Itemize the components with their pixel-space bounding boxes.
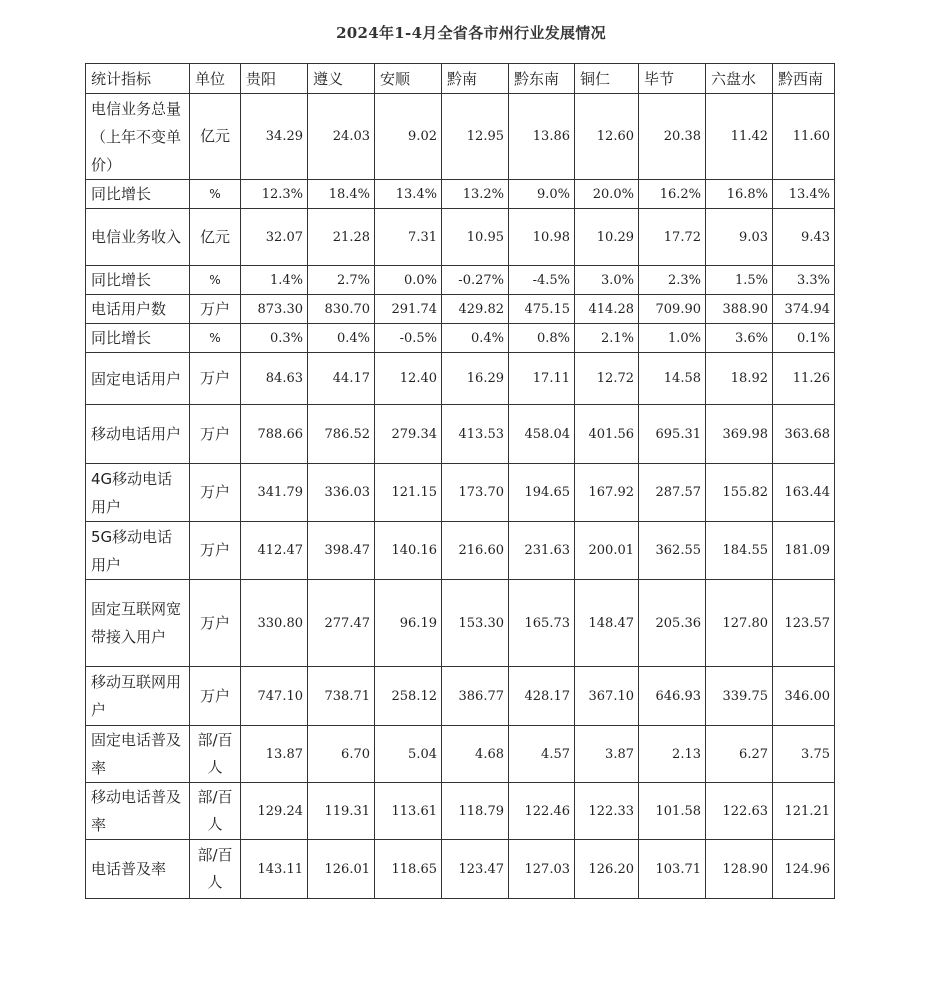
table-cell: 13.87 (241, 726, 308, 783)
table-cell: 412.47 (241, 522, 308, 580)
table-cell: 148.47 (575, 580, 639, 667)
table-cell: 786.52 (308, 405, 375, 464)
table-cell: 0.4% (442, 324, 509, 353)
table-cell: 18.4% (308, 180, 375, 209)
table-cell: 401.56 (575, 405, 639, 464)
table-row (86, 580, 835, 667)
table-cell: 1.4% (241, 266, 308, 295)
table-cell: 413.53 (442, 405, 509, 464)
table-cell: 414.28 (575, 295, 639, 324)
table-cell: 3.87 (575, 726, 639, 783)
row-label: 固定互联网宽带接入用户 (86, 580, 190, 667)
row-unit: 部/百人 (190, 726, 241, 783)
column-header: 黔东南 (509, 64, 575, 94)
row-label: 移动电话用户 (86, 405, 190, 464)
table-cell: 101.58 (639, 783, 706, 840)
table-cell: 163.44 (773, 464, 835, 522)
table-cell: 121.15 (375, 464, 442, 522)
table-cell: 3.0% (575, 266, 639, 295)
table-cell: 123.47 (442, 840, 509, 899)
table-cell: 2.1% (575, 324, 639, 353)
table-cell: 2.13 (639, 726, 706, 783)
table-cell: 14.58 (639, 353, 706, 405)
row-unit: 亿元 (190, 94, 241, 180)
row-unit: 部/百人 (190, 783, 241, 840)
table-cell: 339.75 (706, 667, 773, 726)
table-cell: 341.79 (241, 464, 308, 522)
table-cell: 4.57 (509, 726, 575, 783)
table-cell: 277.47 (308, 580, 375, 667)
table-cell: 118.79 (442, 783, 509, 840)
table-cell: 9.03 (706, 209, 773, 266)
table-cell: 5.04 (375, 726, 442, 783)
table-row (86, 295, 835, 324)
table-cell: 17.72 (639, 209, 706, 266)
column-header: 黔西南 (773, 64, 835, 94)
table-cell: 291.74 (375, 295, 442, 324)
table-cell: 121.21 (773, 783, 835, 840)
table-cell: 2.3% (639, 266, 706, 295)
table-cell: 429.82 (442, 295, 509, 324)
table-cell: 103.71 (639, 840, 706, 899)
table-cell: 458.04 (509, 405, 575, 464)
table-row (86, 464, 835, 522)
table-row (86, 667, 835, 726)
table-cell: 747.10 (241, 667, 308, 726)
table-cell: 165.73 (509, 580, 575, 667)
table-row (86, 726, 835, 783)
table-row (86, 266, 835, 295)
column-header: 铜仁 (575, 64, 639, 94)
table-cell: 12.72 (575, 353, 639, 405)
table-cell: 374.94 (773, 295, 835, 324)
stats-table (85, 63, 835, 899)
table-cell: 695.31 (639, 405, 706, 464)
table-cell: 9.43 (773, 209, 835, 266)
table-cell: 1.5% (706, 266, 773, 295)
row-unit: 亿元 (190, 209, 241, 266)
table-cell: 10.98 (509, 209, 575, 266)
row-label: 移动电话普及率 (86, 783, 190, 840)
row-unit: 万户 (190, 667, 241, 726)
table-cell: 7.31 (375, 209, 442, 266)
table-cell: 3.75 (773, 726, 835, 783)
table-cell: 11.26 (773, 353, 835, 405)
page-title: 2024年1-4月全省各市州行业发展情况 (336, 24, 606, 42)
row-unit: 万户 (190, 580, 241, 667)
table-cell: 0.0% (375, 266, 442, 295)
table-body (86, 94, 835, 899)
table-cell: 127.03 (509, 840, 575, 899)
row-label: 4G移动电话用户 (86, 464, 190, 522)
table-cell: 362.55 (639, 522, 706, 580)
column-header: 毕节 (639, 64, 706, 94)
table-cell: 0.4% (308, 324, 375, 353)
table-cell: 12.60 (575, 94, 639, 180)
table-cell: 126.01 (308, 840, 375, 899)
row-label: 电信业务总量（上年不变单价） (86, 94, 190, 180)
table-cell: 24.03 (308, 94, 375, 180)
table-cell: 367.10 (575, 667, 639, 726)
table-cell: 279.34 (375, 405, 442, 464)
table-cell: 4.68 (442, 726, 509, 783)
table-cell: 386.77 (442, 667, 509, 726)
table-cell: 34.29 (241, 94, 308, 180)
table-cell: 0.8% (509, 324, 575, 353)
table-cell: 10.95 (442, 209, 509, 266)
row-label: 电话用户数 (86, 295, 190, 324)
table-cell: 0.3% (241, 324, 308, 353)
table-cell: 153.30 (442, 580, 509, 667)
table-cell: 128.90 (706, 840, 773, 899)
table-cell: 122.46 (509, 783, 575, 840)
table-cell: 216.60 (442, 522, 509, 580)
table-row (86, 324, 835, 353)
table-cell: 200.01 (575, 522, 639, 580)
table-cell: 124.96 (773, 840, 835, 899)
table-cell: 3.3% (773, 266, 835, 295)
table-cell: 127.80 (706, 580, 773, 667)
table-cell: 287.57 (639, 464, 706, 522)
table-cell: 830.70 (308, 295, 375, 324)
table-cell: 788.66 (241, 405, 308, 464)
column-header: 遵义 (308, 64, 375, 94)
table-row (86, 783, 835, 840)
table-cell: 84.63 (241, 353, 308, 405)
table-cell: -0.5% (375, 324, 442, 353)
column-header: 黔南 (442, 64, 509, 94)
table-cell: 369.98 (706, 405, 773, 464)
table-cell: 475.15 (509, 295, 575, 324)
table-cell: 118.65 (375, 840, 442, 899)
table-cell: 184.55 (706, 522, 773, 580)
column-header: 六盘水 (706, 64, 773, 94)
table-cell: 16.29 (442, 353, 509, 405)
row-unit: 万户 (190, 405, 241, 464)
table-cell: 20.0% (575, 180, 639, 209)
table-cell: -0.27% (442, 266, 509, 295)
table-cell: 388.90 (706, 295, 773, 324)
table-cell: 3.6% (706, 324, 773, 353)
column-header: 贵阳 (241, 64, 308, 94)
table-cell: 873.30 (241, 295, 308, 324)
table-cell: 126.20 (575, 840, 639, 899)
row-label: 电话普及率 (86, 840, 190, 899)
table-cell: 143.11 (241, 840, 308, 899)
table-cell: 12.95 (442, 94, 509, 180)
table-cell: 9.0% (509, 180, 575, 209)
table-cell: 119.31 (308, 783, 375, 840)
table-cell: 428.17 (509, 667, 575, 726)
table-cell: 13.86 (509, 94, 575, 180)
table-cell: 6.27 (706, 726, 773, 783)
table-cell: 44.17 (308, 353, 375, 405)
table-cell: 205.36 (639, 580, 706, 667)
table-cell: 21.28 (308, 209, 375, 266)
table-cell: 96.19 (375, 580, 442, 667)
row-label: 5G移动电话用户 (86, 522, 190, 580)
table-cell: 155.82 (706, 464, 773, 522)
table-cell: 20.38 (639, 94, 706, 180)
column-header: 统计指标 (86, 64, 190, 94)
table-cell: 258.12 (375, 667, 442, 726)
row-unit: % (190, 324, 241, 353)
table-cell: 194.65 (509, 464, 575, 522)
row-unit: 万户 (190, 522, 241, 580)
table-cell: 16.2% (639, 180, 706, 209)
table-cell: 129.24 (241, 783, 308, 840)
table-cell: 709.90 (639, 295, 706, 324)
table-row (86, 840, 835, 899)
table-cell: 13.2% (442, 180, 509, 209)
table-cell: 363.68 (773, 405, 835, 464)
table-cell: 13.4% (375, 180, 442, 209)
table-cell: 123.57 (773, 580, 835, 667)
table-cell: 173.70 (442, 464, 509, 522)
row-label: 同比增长 (86, 324, 190, 353)
row-label: 同比增长 (86, 180, 190, 209)
row-label: 固定电话普及率 (86, 726, 190, 783)
table-cell: 11.42 (706, 94, 773, 180)
table-cell: 32.07 (241, 209, 308, 266)
table-cell: 346.00 (773, 667, 835, 726)
table-row (86, 522, 835, 580)
table-cell: 9.02 (375, 94, 442, 180)
table-cell: 140.16 (375, 522, 442, 580)
table-cell: 738.71 (308, 667, 375, 726)
table-row (86, 353, 835, 405)
table-row (86, 94, 835, 180)
table-cell: 11.60 (773, 94, 835, 180)
table-cell: -4.5% (509, 266, 575, 295)
table-cell: 336.03 (308, 464, 375, 522)
table-cell: 122.33 (575, 783, 639, 840)
table-cell: 18.92 (706, 353, 773, 405)
table-row (86, 180, 835, 209)
row-label: 同比增长 (86, 266, 190, 295)
row-unit: 万户 (190, 353, 241, 405)
row-label: 电信业务收入 (86, 209, 190, 266)
table-cell: 12.40 (375, 353, 442, 405)
row-unit: % (190, 266, 241, 295)
column-header: 单位 (190, 64, 241, 94)
table-cell: 231.63 (509, 522, 575, 580)
row-unit: 部/百人 (190, 840, 241, 899)
table-row (86, 209, 835, 266)
table-cell: 167.92 (575, 464, 639, 522)
row-unit: 万户 (190, 295, 241, 324)
table-header-row (86, 64, 835, 94)
table-cell: 17.11 (509, 353, 575, 405)
row-unit: 万户 (190, 464, 241, 522)
table-cell: 16.8% (706, 180, 773, 209)
table-cell: 10.29 (575, 209, 639, 266)
table-cell: 0.1% (773, 324, 835, 353)
table-cell: 122.63 (706, 783, 773, 840)
table-cell: 12.3% (241, 180, 308, 209)
table-cell: 1.0% (639, 324, 706, 353)
table-cell: 646.93 (639, 667, 706, 726)
table-cell: 181.09 (773, 522, 835, 580)
table-cell: 330.80 (241, 580, 308, 667)
row-label: 固定电话用户 (86, 353, 190, 405)
table-cell: 6.70 (308, 726, 375, 783)
table-cell: 2.7% (308, 266, 375, 295)
table-row (86, 405, 835, 464)
row-label: 移动互联网用户 (86, 667, 190, 726)
table-cell: 113.61 (375, 783, 442, 840)
row-unit: % (190, 180, 241, 209)
table-cell: 398.47 (308, 522, 375, 580)
table-cell: 13.4% (773, 180, 835, 209)
column-header: 安顺 (375, 64, 442, 94)
